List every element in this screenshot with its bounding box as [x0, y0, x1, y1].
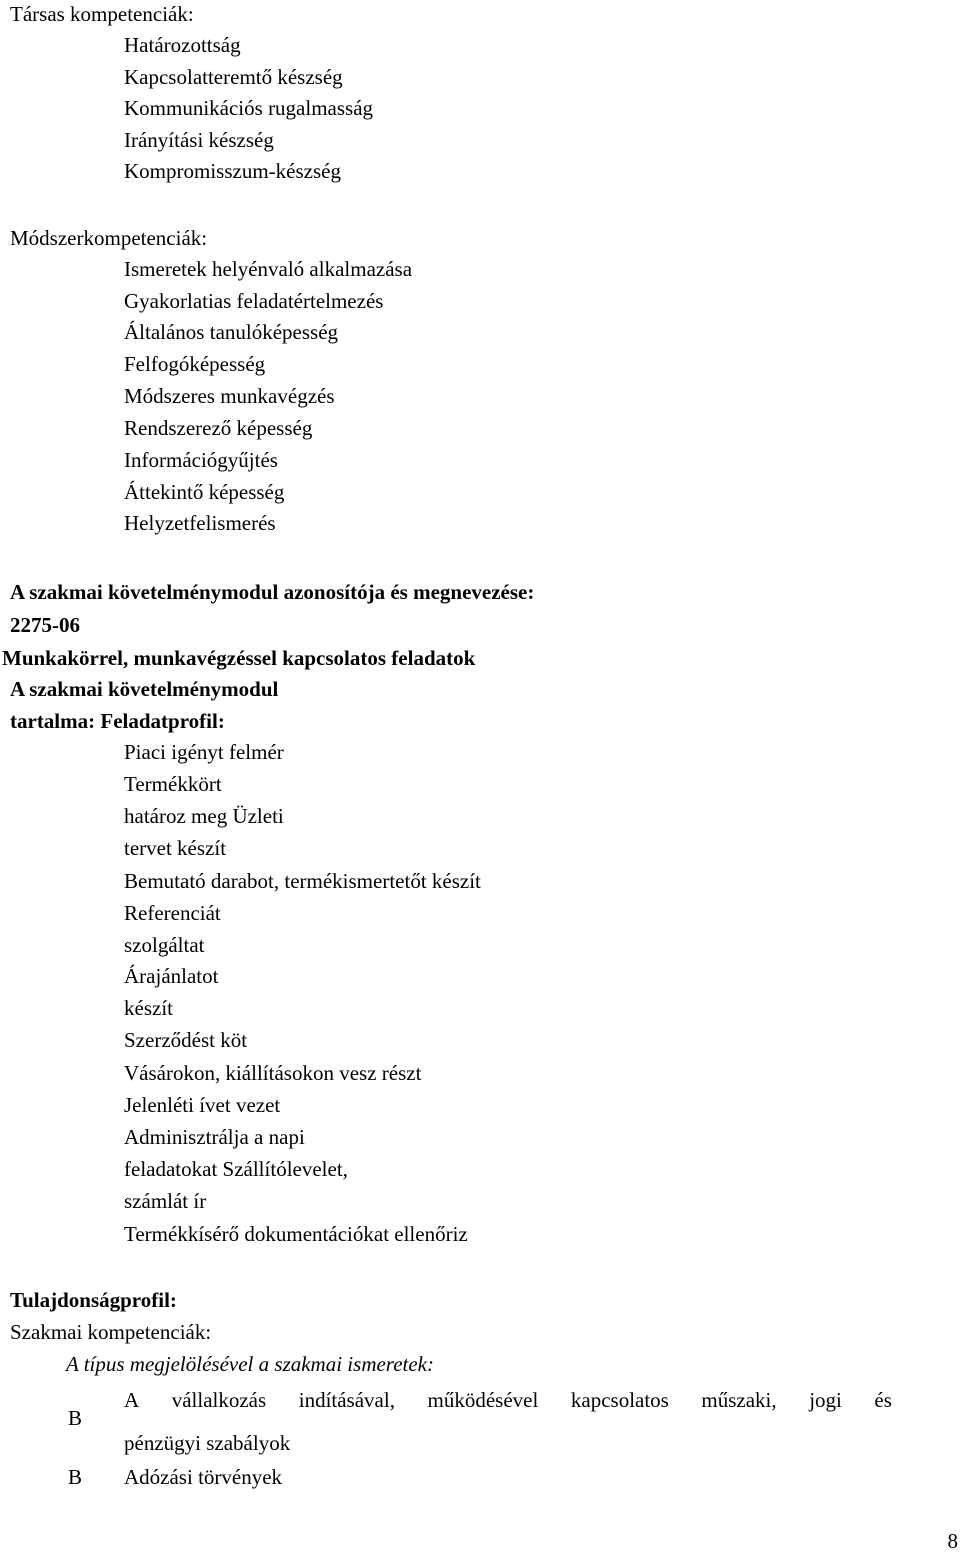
module-id: 2275-06 — [10, 613, 80, 637]
module-content-line1: A szakmai követelménymodul — [10, 677, 279, 701]
task-item: Termékkísérő dokumentációkat ellenőriz — [124, 1222, 468, 1246]
task-item: Termékkört — [124, 772, 222, 796]
social-competencies-heading: Társas kompetenciák: — [10, 2, 194, 26]
method-item: Áttekintő képesség — [124, 480, 285, 504]
task-item: készít — [124, 996, 173, 1020]
task-item: Referenciát — [124, 901, 221, 925]
page-number: 8 — [947, 1529, 958, 1553]
module-content-line2: tartalma: Feladatprofil: — [10, 709, 225, 733]
task-item: Bemutató darabot, termékismertetőt készít — [124, 869, 481, 893]
knowledge-type-badge: B — [68, 1406, 83, 1430]
word: és — [874, 1388, 892, 1412]
module-id-label: A szakmai követelménymodul azonosítója és megnevezése: — [10, 580, 535, 604]
task-item: Szerződést köt — [124, 1028, 248, 1052]
method-item: Általános tanulóképesség — [124, 320, 339, 344]
method-item: Helyzetfelismerés — [124, 511, 276, 535]
task-item: Árajánlatot — [124, 964, 219, 988]
method-item: Ismeretek helyénvaló alkalmazása — [124, 257, 413, 281]
method-item: Rendszerező képesség — [124, 416, 313, 440]
social-item: Kommunikációs rugalmasság — [124, 96, 374, 120]
knowledge-item-text: Adózási törvények — [124, 1465, 283, 1489]
word: működésével — [427, 1388, 539, 1412]
social-item: Irányítási készség — [124, 128, 274, 152]
professional-competencies-heading: Szakmai kompetenciák: — [10, 1320, 212, 1344]
word: A — [124, 1388, 140, 1412]
method-item: Felfogóképesség — [124, 352, 266, 376]
task-item: Jelenléti ívet vezet — [124, 1093, 281, 1117]
method-item: Gyakorlatias feladatértelmezés — [124, 289, 384, 313]
method-item: Módszeres munkavégzés — [124, 384, 335, 408]
task-item: tervet készít — [124, 836, 227, 860]
method-competencies-heading: Módszerkompetenciák: — [10, 226, 208, 250]
knowledge-item-continuation: pénzügyi szabályok — [124, 1431, 291, 1455]
module-name: Munkakörrel, munkavégzéssel kapcsolatos feladatok — [2, 646, 476, 670]
profile-heading: Tulajdonságprofil: — [10, 1288, 177, 1312]
method-item: Információgyűjtés — [124, 448, 278, 472]
word: indításával, — [298, 1388, 395, 1412]
word: kapcsolatos — [570, 1388, 669, 1412]
word: műszaki, — [701, 1388, 777, 1412]
word: vállalkozás — [171, 1388, 267, 1412]
task-item: szolgáltat — [124, 933, 205, 957]
social-item: Kompromisszum-készség — [124, 159, 341, 183]
knowledge-type-badge: B — [68, 1465, 83, 1489]
social-item: Határozottság — [124, 33, 241, 57]
knowledge-item-text — [124, 1384, 892, 1416]
type-label: A típus megjelölésével a szakmai ismeretek: — [66, 1352, 434, 1376]
task-item: Vásárokon, kiállításokon vesz részt — [124, 1061, 422, 1085]
task-item: Adminisztrálja a napi — [124, 1125, 305, 1149]
task-item: számlát ír — [124, 1189, 207, 1213]
social-item: Kapcsolatteremtő készség — [124, 65, 343, 89]
task-item: feladatokat Szállítólevelet, — [124, 1157, 348, 1181]
task-item: határoz meg Üzleti — [124, 804, 284, 828]
word: jogi — [809, 1388, 842, 1412]
task-item: Piaci igényt felmér — [124, 740, 284, 764]
